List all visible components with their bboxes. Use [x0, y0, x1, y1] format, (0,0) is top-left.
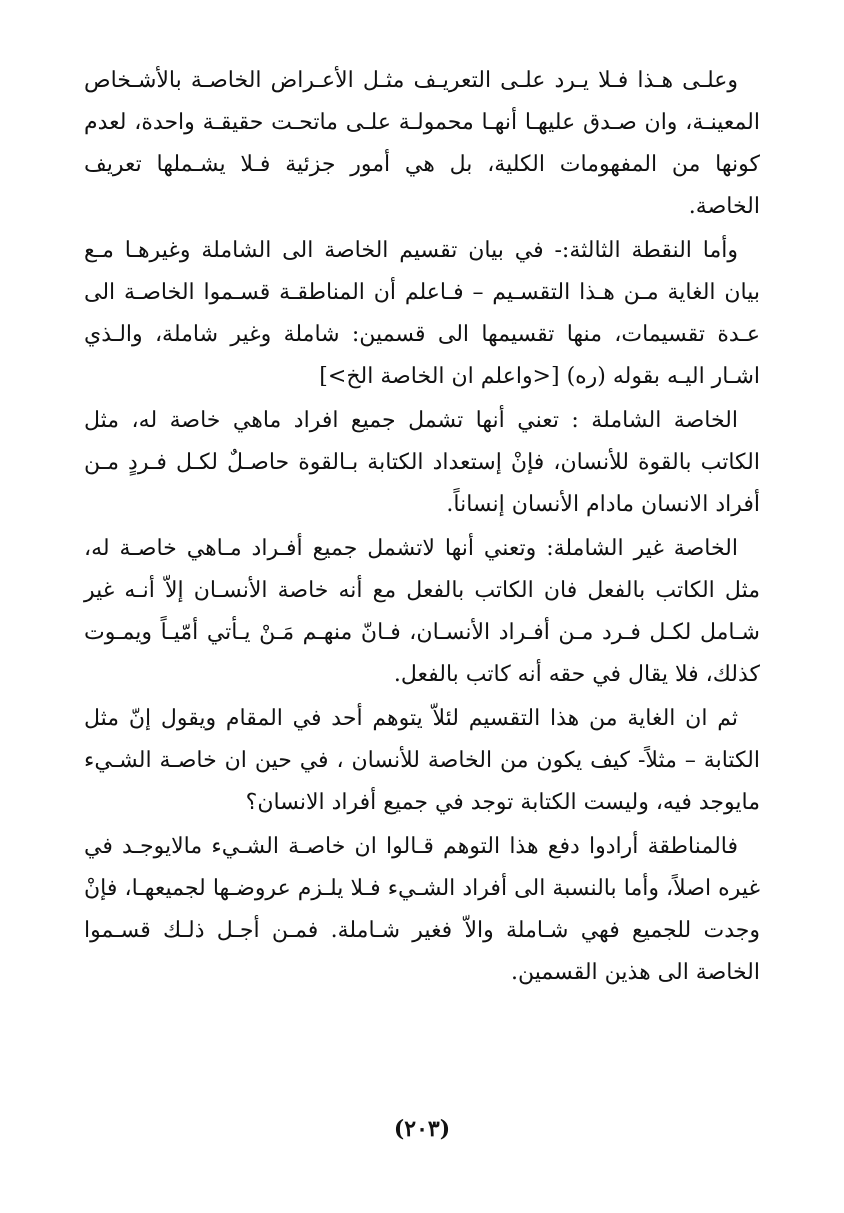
paragraph-1: وعلـى هـذا فـلا يـرد علـى التعريـف مثـل الأعـراض الخاصـة بالأشـخاص المعينـة، وان صـدق عليهـا أنهـا محمولـة علـى ماتحـت حقيقـة واحدة، لعدم كونها من المفهومات الكلية، بل هي أمور جزئية فـلا يشـملها تعريف الخاصة.	[84, 68, 760, 219]
paragraph-4: الخاصة غير الشاملة: وتعني أنها لاتشمل جميع أفـراد مـاهي خاصـة له، مثل الكاتب بالفعل فان الكاتب بالفعل مع أنه خاصة الأنسـان إلاّ أنـه غير شـامل لكـل فـرد مـن أفـراد الأنسـان، فـانّ منهـم مَـنْ يـأتي أمّيـاً ويمـوت كذلك، فلا يقال في حقه أنه كاتب بالفعل.	[84, 536, 760, 687]
page-number: (٢٠٣)	[393, 1116, 451, 1142]
paragraph-6: فالمناطقة أرادوا دفع هذا التوهم قـالوا ان خاصـة الشـيء مالايوجـد في غيره اصلاً، وأما بالنسبة الى أفراد الشـيء فـلا يلـزم عروضـها لجميعهـا، فإنْ وجدت للجميع فهي شـاملة والاّ فغير شـاملة. فمـن أجـل ذلـك قسـموا الخاصة الى هذين القسمين.	[84, 834, 760, 985]
paragraph-5: ثم ان الغاية من هذا التقسيم لئلاّ يتوهم أحد في المقام ويقول إنّ مثل الكتابة – مثلاً- كيف يكون من الخاصة للأنسان ، في حين ان خاصـة الشـيء مايوجد فيه، وليست الكتابة توجد في جميع أفراد الانسان؟	[84, 706, 760, 815]
paragraph-3: الخاصة الشاملة : تعني أنها تشمل جميع افراد ماهي خاصة له، مثل الكاتب بالقوة للأنسان، فإنْ إستعداد الكتابة بـالقوة حاصـلٌ لكـل فـردٍ مـن أفراد الانسان مادام الأنسان إنساناً.	[84, 408, 760, 517]
paragraph-2: وأما النقطة الثالثة:- في بيان تقسيم الخاصة الى الشاملة وغيرهـا مـع بيان الغاية مـن هـذا التقسـيم – فـاعلم أن المناطقـة قسـموا الخاصـة الى عـدة تقسيمات، منها تقسيمها الى قسمين: شاملة وغير شاملة، والـذي اشـار اليـه بقوله (ره) [<واعلم ان الخاصة الخ>]	[84, 238, 760, 389]
body-text	[84, 60, 760, 996]
